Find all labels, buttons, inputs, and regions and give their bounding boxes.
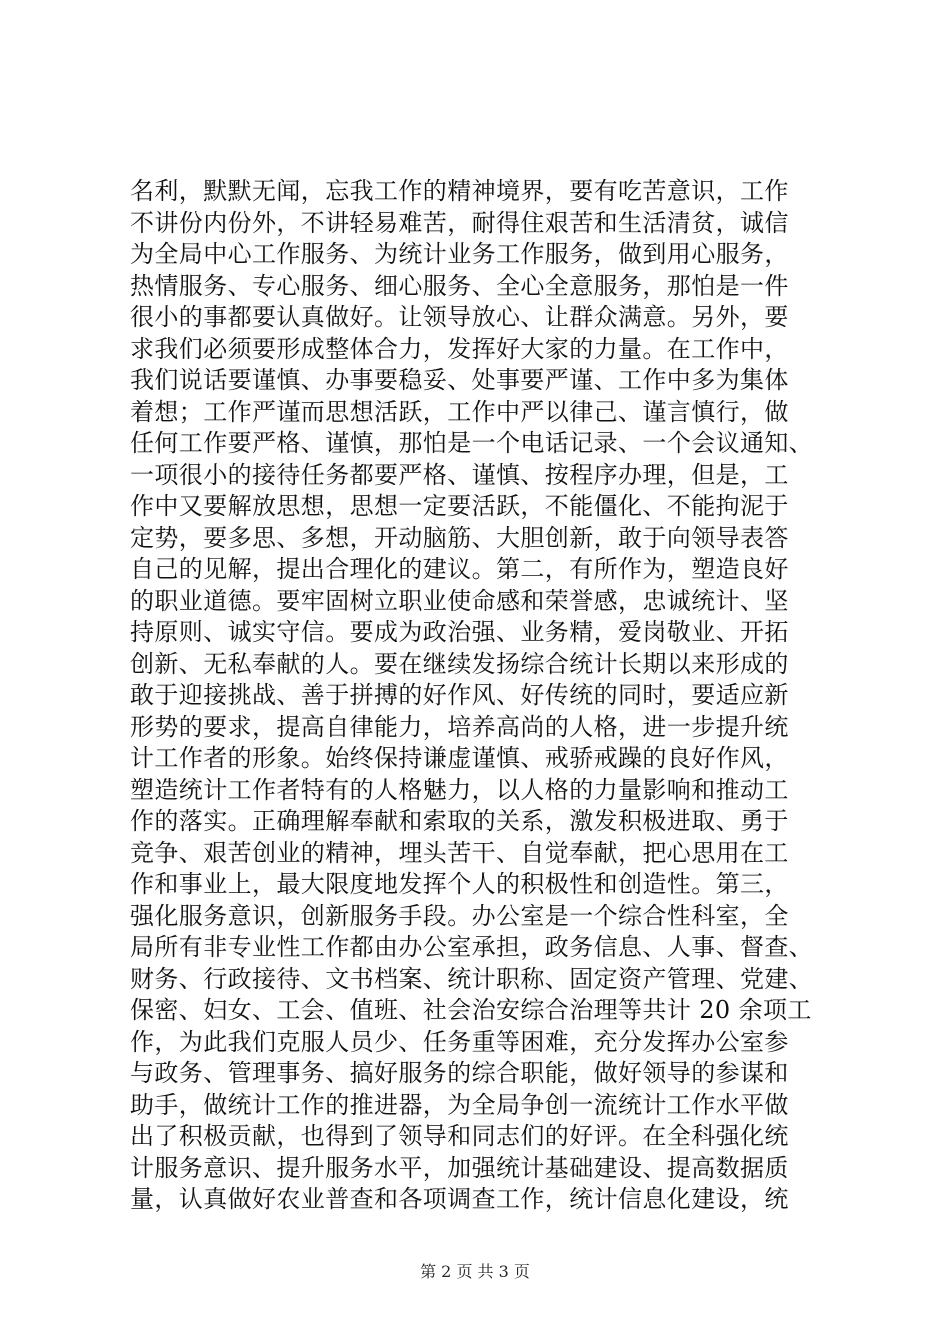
body-paragraph <box>130 176 830 1216</box>
page-footer: 第 2 页 共 3 页 <box>420 1262 530 1281</box>
text-line: 求我们必须要形成整体合力，发挥好大家的力量。在工作中， <box>130 334 789 363</box>
text-line: 着想；工作严谨而思想活跃，工作中严以律己、谨言慎行，做 <box>130 397 789 426</box>
text-line: 持原则、诚实守信。要成为政治强、业务精，爱岗敬业、开拓 <box>130 618 789 646</box>
text-line: 不讲份内份外，不讲轻易难苦，耐得住艰苦和生活清贫，诚信 <box>130 208 789 237</box>
text-line: 的职业道德。要牢固树立职业使命感和荣誉感，忠诚统计、坚 <box>130 586 789 615</box>
text-line: 塑造统计工作者特有的人格魅力，以人格的力量影响和推动工 <box>130 775 789 804</box>
text-line: 作的落实。正确理解奉献和索取的关系，激发积极进取、勇于 <box>130 807 789 835</box>
text-line: 敢于迎接挑战、善于拼搏的好作风、好传统的同时，要适应新 <box>130 681 789 709</box>
text-line: 出了积极贡献，也得到了领导和同志们的好评。在全科强化统 <box>130 1122 789 1150</box>
text-line: 为全局中心工作服务、为统计业务工作服务，做到用心服务， <box>130 240 789 268</box>
text-line: 计工作者的形象。始终保持谦虚谨慎、戒骄戒躁的良好作风， <box>130 744 789 772</box>
text-line: 财务、行政接待、文书档案、统计职称、固定资产管理、党建、 <box>130 964 814 993</box>
text-line: 自己的见解，提出合理化的建议。第二，有所作为，塑造良好 <box>130 555 789 583</box>
text-line: 很小的事都要认真做好。让领导放心、让群众满意。另外，要 <box>130 303 789 331</box>
text-line: 热情服务、专心服务、细心服务、全心全意服务，那怕是一件 <box>130 271 789 300</box>
text-line: 任何工作要严格、谨慎，那怕是一个电话记录、一个会议通知、 <box>130 429 814 457</box>
text-line: 作和事业上，最大限度地发挥个人的积极性和创造性。第三， <box>130 870 789 898</box>
text-line: 与政务、管理事务、搞好服务的综合职能，做好领导的参谋和 <box>130 1059 789 1087</box>
text-line: 作中又要解放思想，思想一定要活跃，不能僵化、不能拘泥于 <box>130 492 789 520</box>
text-line: 形势的要求，提高自律能力，培养高尚的人格，进一步提升统 <box>130 712 789 741</box>
text-line: 助手，做统计工作的推进器，为全局争创一流统计工作水平做 <box>130 1090 789 1119</box>
text-line: 量，认真做好农业普查和各项调查工作，统计信息化建设，统 <box>130 1185 789 1213</box>
text-line: 我们说话要谨慎、办事要稳妥、处事要严谨、工作中多为集体 <box>130 366 789 394</box>
text-line: 强化服务意识，创新服务手段。办公室是一个综合性科室，全 <box>130 901 789 930</box>
text-line: 名利，默默无闻，忘我工作的精神境界，要有吃苦意识，工作 <box>130 177 789 205</box>
text-line: 创新、无私奉献的人。要在继续发扬综合统计长期以来形成的 <box>130 649 789 678</box>
text-line: 一项很小的接待任务都要严格、谨慎、按程序办理，但是，工 <box>130 460 789 489</box>
text-line: 定势，要多思、多想，开动脑筋、大胆创新，敢于向领导表答 <box>130 523 789 552</box>
text-line: 保密、妇女、工会、值班、社会治安综合治理等共计 20 余项工 <box>130 996 812 1024</box>
text-line: 竞争、艰苦创业的精神，埋头苦干、自觉奉献，把心思用在工 <box>130 838 789 867</box>
text-line: 计服务意识、提升服务水平，加强统计基础建设、提高数据质 <box>130 1153 789 1182</box>
text-line: 作，为此我们克服人员少、任务重等困难，充分发挥办公室参 <box>130 1027 789 1056</box>
text-line: 局所有非专业性工作都由办公室承担，政务信息、人事、督查、 <box>130 933 814 961</box>
